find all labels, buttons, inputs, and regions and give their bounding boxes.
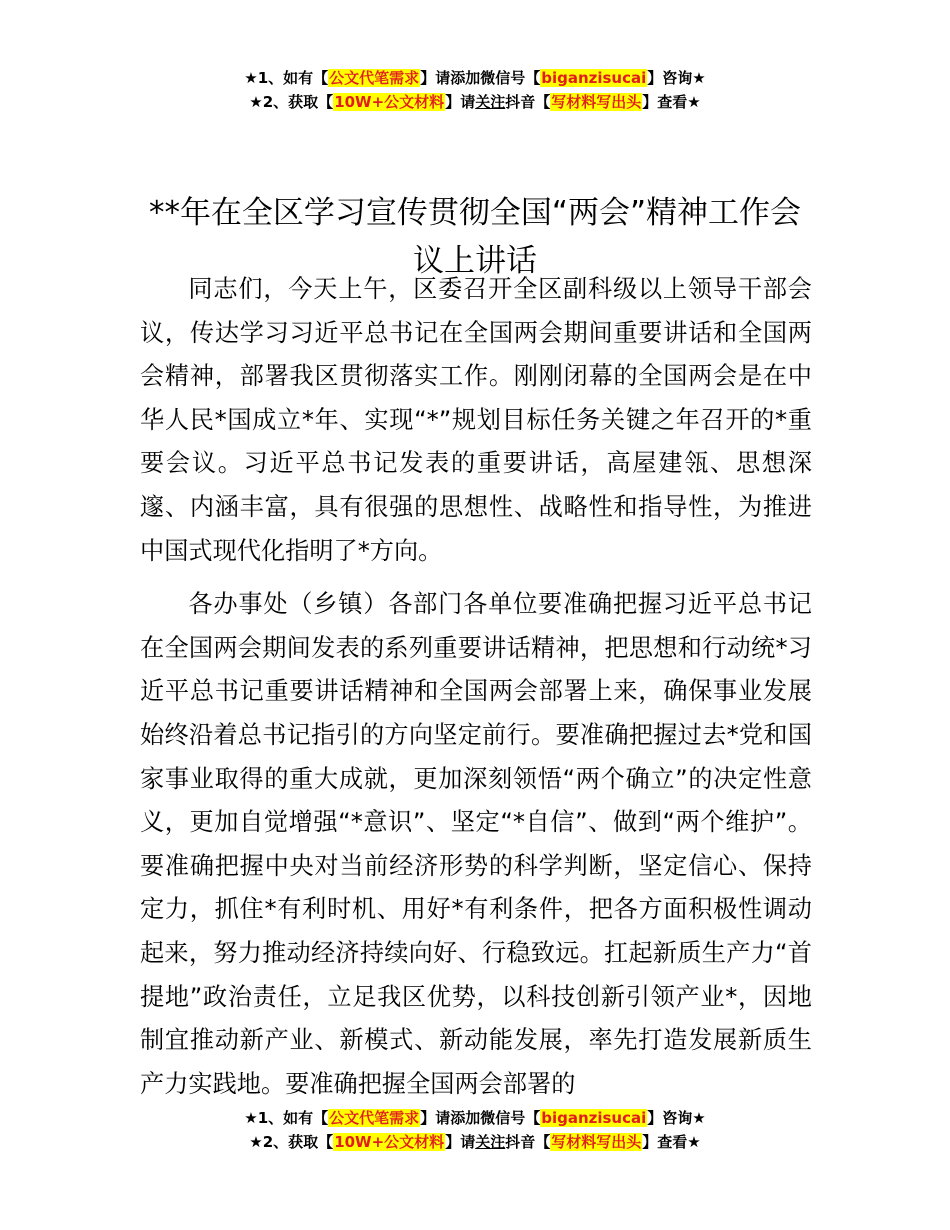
paragraph-2: 各办事处（乡镇）各部门各单位要准确把握习近平总书记在全国两会期间发表的系列重要讲话精神，把思想和行动统*习近平总书记重要讲话精神和全国两会部署上来，确保事业发展始终沿着总书记指引的方向坚定前行。要准确把握过去*党和国家事业取得的重大成就，更加深刻领悟“两个确立”的决定性意义，更加自觉增强“*意识”、坚定“*自信”、做到“两个维护”。要准确把握中央对当前经济形势的科学判断，坚定信心、保持定力，抓住*有利时机、用好*有利条件，把各方面积极性调动起来，努力推动经济持续向好、行稳致远。扛起新质生产力“首提地”政治责任，立足我区优势，以科技创新引领产业*，因地制宜推动新产业、新模式、新动能发展，率先打造发展新质生产力实践地。要准确把握全国两会部署的 xyxy=(140,590,812,1098)
follow-text: 关注 xyxy=(475,1133,506,1151)
highlight-materials: 10W+公文材料 xyxy=(334,93,445,111)
promo-line-2: ★2、获取【10W+公文材料】请关注抖音【写材料写出头】查看★ xyxy=(249,93,701,111)
paragraph-1: 同志们，今天上午，区委召开全区副科级以上领导干部会议，传达学习习近平总书记在全国两会期间重要讲话和全国两会精神，部署我区贯彻落实工作。刚刚闭幕的全国两会是在中华人民*国成立*年、实现“*”规划目标任务关键之年召开的*重要会议。习近平总书记发表的重要讲话，高屋建瓴、思想深邃、内涵丰富，具有很强的思想性、战略性和指导性，为推进中国式现代化指明了*方向。 xyxy=(140,275,812,565)
highlight-service: 公文代笔需求 xyxy=(329,69,420,87)
promo-line-1: ★1、如有【公文代笔需求】请添加微信号【biganzisucai】咨询★ xyxy=(244,69,706,87)
highlight-wechat-id: biganzisucai xyxy=(541,69,647,87)
promo-banner-top xyxy=(0,66,950,114)
promo-line-2: ★2、获取【10W+公文材料】请关注抖音【写材料写出头】查看★ xyxy=(249,1133,701,1151)
document-title: **年在全区学习宣传贯彻全国“两会”精神工作会议上讲话 xyxy=(148,194,802,279)
follow-text: 关注 xyxy=(475,93,506,111)
highlight-douyin-account: 写材料写出头 xyxy=(551,1133,642,1151)
highlight-materials: 10W+公文材料 xyxy=(334,1133,445,1151)
promo-line-1: ★1、如有【公文代笔需求】请添加微信号【biganzisucai】咨询★ xyxy=(244,1109,706,1127)
highlight-douyin-account: 写材料写出头 xyxy=(551,93,642,111)
document-body xyxy=(140,268,812,1106)
promo-banner-bottom xyxy=(0,1106,950,1154)
highlight-service: 公文代笔需求 xyxy=(329,1109,420,1127)
highlight-wechat-id: biganzisucai xyxy=(541,1109,647,1127)
